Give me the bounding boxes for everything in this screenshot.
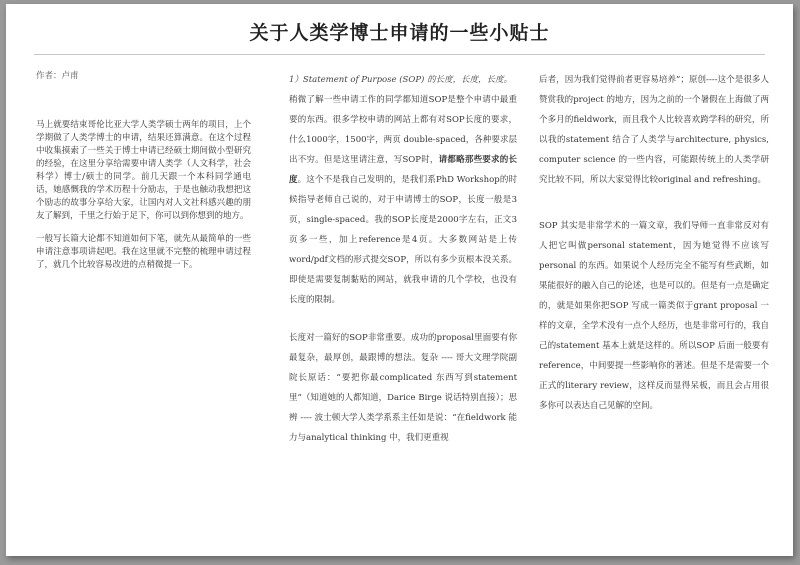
sop-paragraph-1 <box>289 90 517 310</box>
column-middle <box>289 70 517 448</box>
sop-paragraph-2: 长度对一篇好的SOP非常重要。成功的proposal里面要有你最复杂，最厚创，最跟博的想法。复杂 ---- 哥大文理学院副院长原话：“要把你最complicated 东西写到statement 里”（知道她的人都知道，Darice Birge 说话特别直接）；思辨 ---- 波士顿大学人类学系系主任如是说：“在fieldwork 能力与analytical thinking 中，我们更重视 <box>289 333 517 443</box>
section-heading: 1）Statement of Purpose (SOP) 的长度，长度，长度。 <box>289 75 513 85</box>
intro-paragraph: 马上就要结束哥伦比亚大学人类学硕士两年的项目，上个学期做了人类学博士的申请，结果还算满意。在这个过程中收集摸索了一些关于博士申请已经硕士期间做小型研究的经验，在这里分享给需要申请人类学（人文科学，社会科学）博士/硕士的同学。前几天跟一个本科同学通电话，她感慨我的学术历程十分励志，于是也触动我想把这个励志的故事分享给大家，让国内对人文社科感兴趣的朋友了解到，千里之行始于足下，你可以到你想到的地方。 <box>36 120 251 221</box>
sop-text-a: 稍微了解一些申请工作的同学都知道SOP是整个申请中最重要的东西。很多学校申请的网站上都有对SOP长度的要求，什么1000字，1500字，两页 double-spaced，各种要求层出不穷。但是这里请注意，写SOP时， <box>289 95 517 165</box>
continued-paragraph: 后者，因为我们觉得前者更容易培养”；原创----这个是很多人赞赏我的project 的地方，因为之前的一个暑假在上海做了两个多月的fieldwork，而且我个人比较喜欢跨学科的研究，所以我的statement 结合了人类学与architecture, physics, computer science 的一些内容，可能跟传统上的人类学研究比较不同，所以大家觉得比较original and refreshing。 <box>539 75 769 185</box>
sop-academic-paragraph: SOP 其实是非常学术的一篇文章，我们导师一直非常反对有人把它叫做personal statement，因为她觉得不应该写personal 的东西。如果说个人经历完全不能写有些武断，如果能很好的融入自己的论述，也是可以的。但是有一点是确定的，就是如果你把SOP 写成一篇类似于grant proposal 一样的文章，全学术没有一点个人经历，也是非常可行的，我自己的statement 基本上就是这样的。所以SOP 后面一般要有reference，中间要提一些影响你的著述。但是不是需要一个正式的literary review，这样反而显得呆板，而且会占用很多你可以表达自己见解的空间。 <box>539 221 769 411</box>
author-line: 作者：卢甫 <box>36 71 79 81</box>
sop-text-b: 。这个不是我自己发明的，是我们系PhD Workshop的时候指导老师自己说的，对于申请博士的SOP，长度一般是3页，single-spaced。我的SOP长度是2000字左右，正文3页多一些，加上reference是4页。大多数网站是上传word/pdf文档的形式提交SOP，所以有多少页根本没关系。即使是需要复制黏贴的网站，就我申请的几个学校，也没有长度的限制。 <box>289 175 517 305</box>
column-right <box>539 70 769 416</box>
document-title: 关于人类学博士申请的一些小贴士 <box>249 22 550 44</box>
column-left <box>36 70 251 272</box>
sop-text-bold: 请都略那些要求的长度 <box>289 155 517 185</box>
intro-paragraph-2: 一般写长篇大论都不知道如何下笔，就先从最简单的一些申请注意事项讲起吧。我在这里就不完整的梳理申请过程了，就几个比较容易改进的点稍微提一下。 <box>36 234 251 270</box>
paragraph-gap <box>539 190 769 216</box>
document-page <box>6 4 793 556</box>
title-divider <box>34 54 765 55</box>
paragraph-gap <box>289 310 517 328</box>
